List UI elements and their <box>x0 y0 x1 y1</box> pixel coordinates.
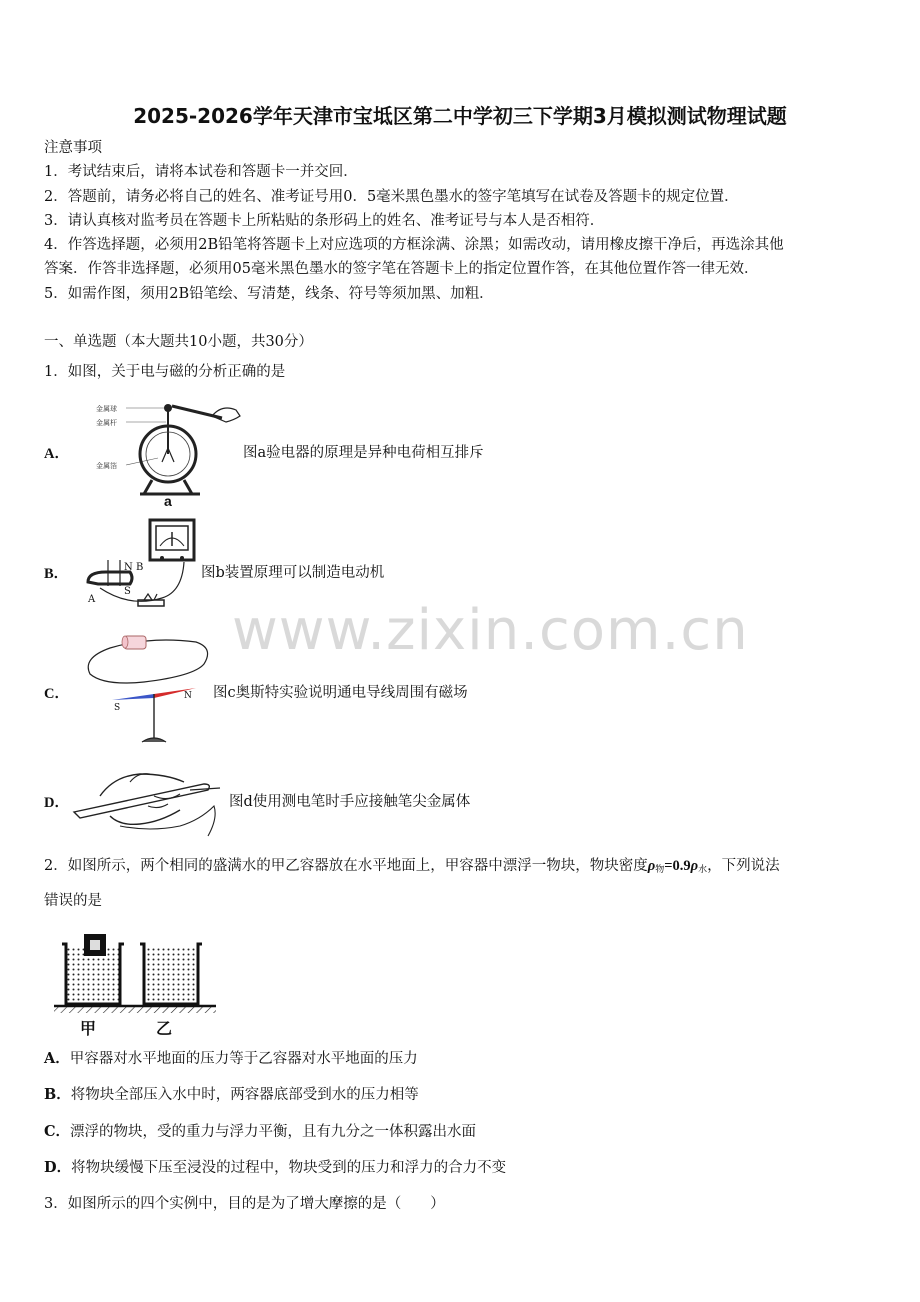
q2-option-b-text: 将物块全部压入水中时，两容器底部受到水的压力相等 <box>70 1087 419 1103</box>
fig-a-label-rod: 金属杆 <box>96 419 117 427</box>
density-ratio: =0.9 <box>664 858 691 874</box>
fig-c-label-s: S <box>114 703 121 713</box>
question-1-stem: 1．如图，关于电与磁的分析正确的是 <box>44 364 286 380</box>
note-item: 5．如需作图，须用2B铅笔绘、写清楚，线条、符号等须加黑、加粗． <box>44 286 494 302</box>
fig-label-jia: 甲 <box>80 1019 97 1038</box>
section-heading: 一、单选题（本大题共10小题，共30分） <box>44 334 313 350</box>
question-2-stem-pre: 2．如图所示，两个相同的盛满水的甲乙容器放在水平地面上，甲容器中漂浮一物块，物块密度 <box>44 858 648 874</box>
note-item: 1．考试结束后，请将本试卷和答题卡一并交回． <box>44 164 358 180</box>
rho-sub-water: 水 <box>698 865 708 875</box>
question-2-stem-line2: 错误的是 <box>44 893 102 909</box>
q2-option-d <box>44 1158 506 1178</box>
question-2-stem <box>44 856 780 880</box>
fig-b-label-s: S <box>124 586 131 597</box>
fig-b-label-n: N <box>124 562 133 573</box>
test-pen-figure <box>70 766 225 838</box>
fig-c-label-n: N <box>184 691 192 701</box>
question-2-stem-post: ，下列说法 <box>707 858 780 874</box>
rho-sub-object: 物 <box>655 865 665 875</box>
electroscope-figure <box>92 396 242 508</box>
q2-option-d-text: 将物块缓慢下压至浸没的过程中，物块受到的压力和浮力的合力不变 <box>71 1160 507 1176</box>
watermark: www.zixin.com.cn <box>232 598 749 663</box>
rho-symbol: ρ <box>647 858 656 874</box>
question-3-stem: 3．如图所示的四个实例中，目的是为了增大摩擦的是（ ） <box>44 1196 445 1212</box>
oersted-figure <box>80 630 210 748</box>
fig-b-label-a: A <box>88 594 96 605</box>
note-item: 2．答题前，请务必将自己的姓名、准考证号用0．5毫米黑色墨水的签字笔填写在试卷及答题卡的规定位置． <box>44 189 739 205</box>
q2-option-b-letter: B． <box>44 1086 71 1103</box>
fig-a-caption: a <box>164 493 172 508</box>
fig-label-yi: 乙 <box>156 1019 173 1038</box>
option-d-letter: D． <box>44 795 69 811</box>
q2-option-b <box>44 1085 419 1105</box>
option-c-text: 图c奥斯特实验说明通电导线周围有磁场 <box>213 685 468 701</box>
option-d-text: 图d使用测电笔时手应接触笔尖金属体 <box>229 794 471 810</box>
fig-b-label-b: B <box>136 562 144 573</box>
q2-option-c-letter: C． <box>44 1123 71 1140</box>
q2-option-a <box>44 1049 418 1069</box>
note-item: 4．作答选择题，必须用2B铅笔将答题卡上对应选项的方框涂满、涂黑；如需改动，请用橡皮擦干净后，再选涂其他 <box>44 237 784 253</box>
fig-a-label-foil: 金属箔 <box>96 462 117 470</box>
q2-option-c-text: 漂浮的物块，受的重力与浮力平衡，且有九分之一体积露出水面 <box>70 1124 477 1140</box>
fig-a-label-ball: 金属球 <box>96 405 117 413</box>
option-a-text: 图a验电器的原理是异种电荷相互排斥 <box>243 445 484 461</box>
notes-heading: 注意事项 <box>44 140 102 156</box>
option-a-letter: A． <box>44 446 69 462</box>
note-item: 3．请认真核对监考员在答题卡上所粘贴的条形码上的姓名、准考证号与本人是否相符． <box>44 213 605 229</box>
q2-option-c <box>44 1122 476 1142</box>
option-b-text: 图b装置原理可以制造电动机 <box>201 565 385 581</box>
note-item: 答案．作答非选择题，必须用05毫米黑色墨水的签字笔在答题卡上的指定位置作答，在其他位置作答一律无效． <box>44 261 759 277</box>
q2-option-a-letter: A． <box>44 1050 70 1067</box>
page-title: 2025-2026学年天津市宝坻区第二中学初三下学期3月模拟测试物理试题 <box>133 104 787 128</box>
containers-figure <box>52 928 218 1040</box>
generator-figure <box>80 516 200 612</box>
rho-symbol: ρ <box>690 858 699 874</box>
option-b-letter: B． <box>44 566 69 582</box>
q2-option-d-letter: D． <box>44 1159 72 1176</box>
option-c-letter: C． <box>44 686 69 702</box>
q2-option-a-text: 甲容器对水平地面的压力等于乙容器对水平地面的压力 <box>69 1051 418 1067</box>
